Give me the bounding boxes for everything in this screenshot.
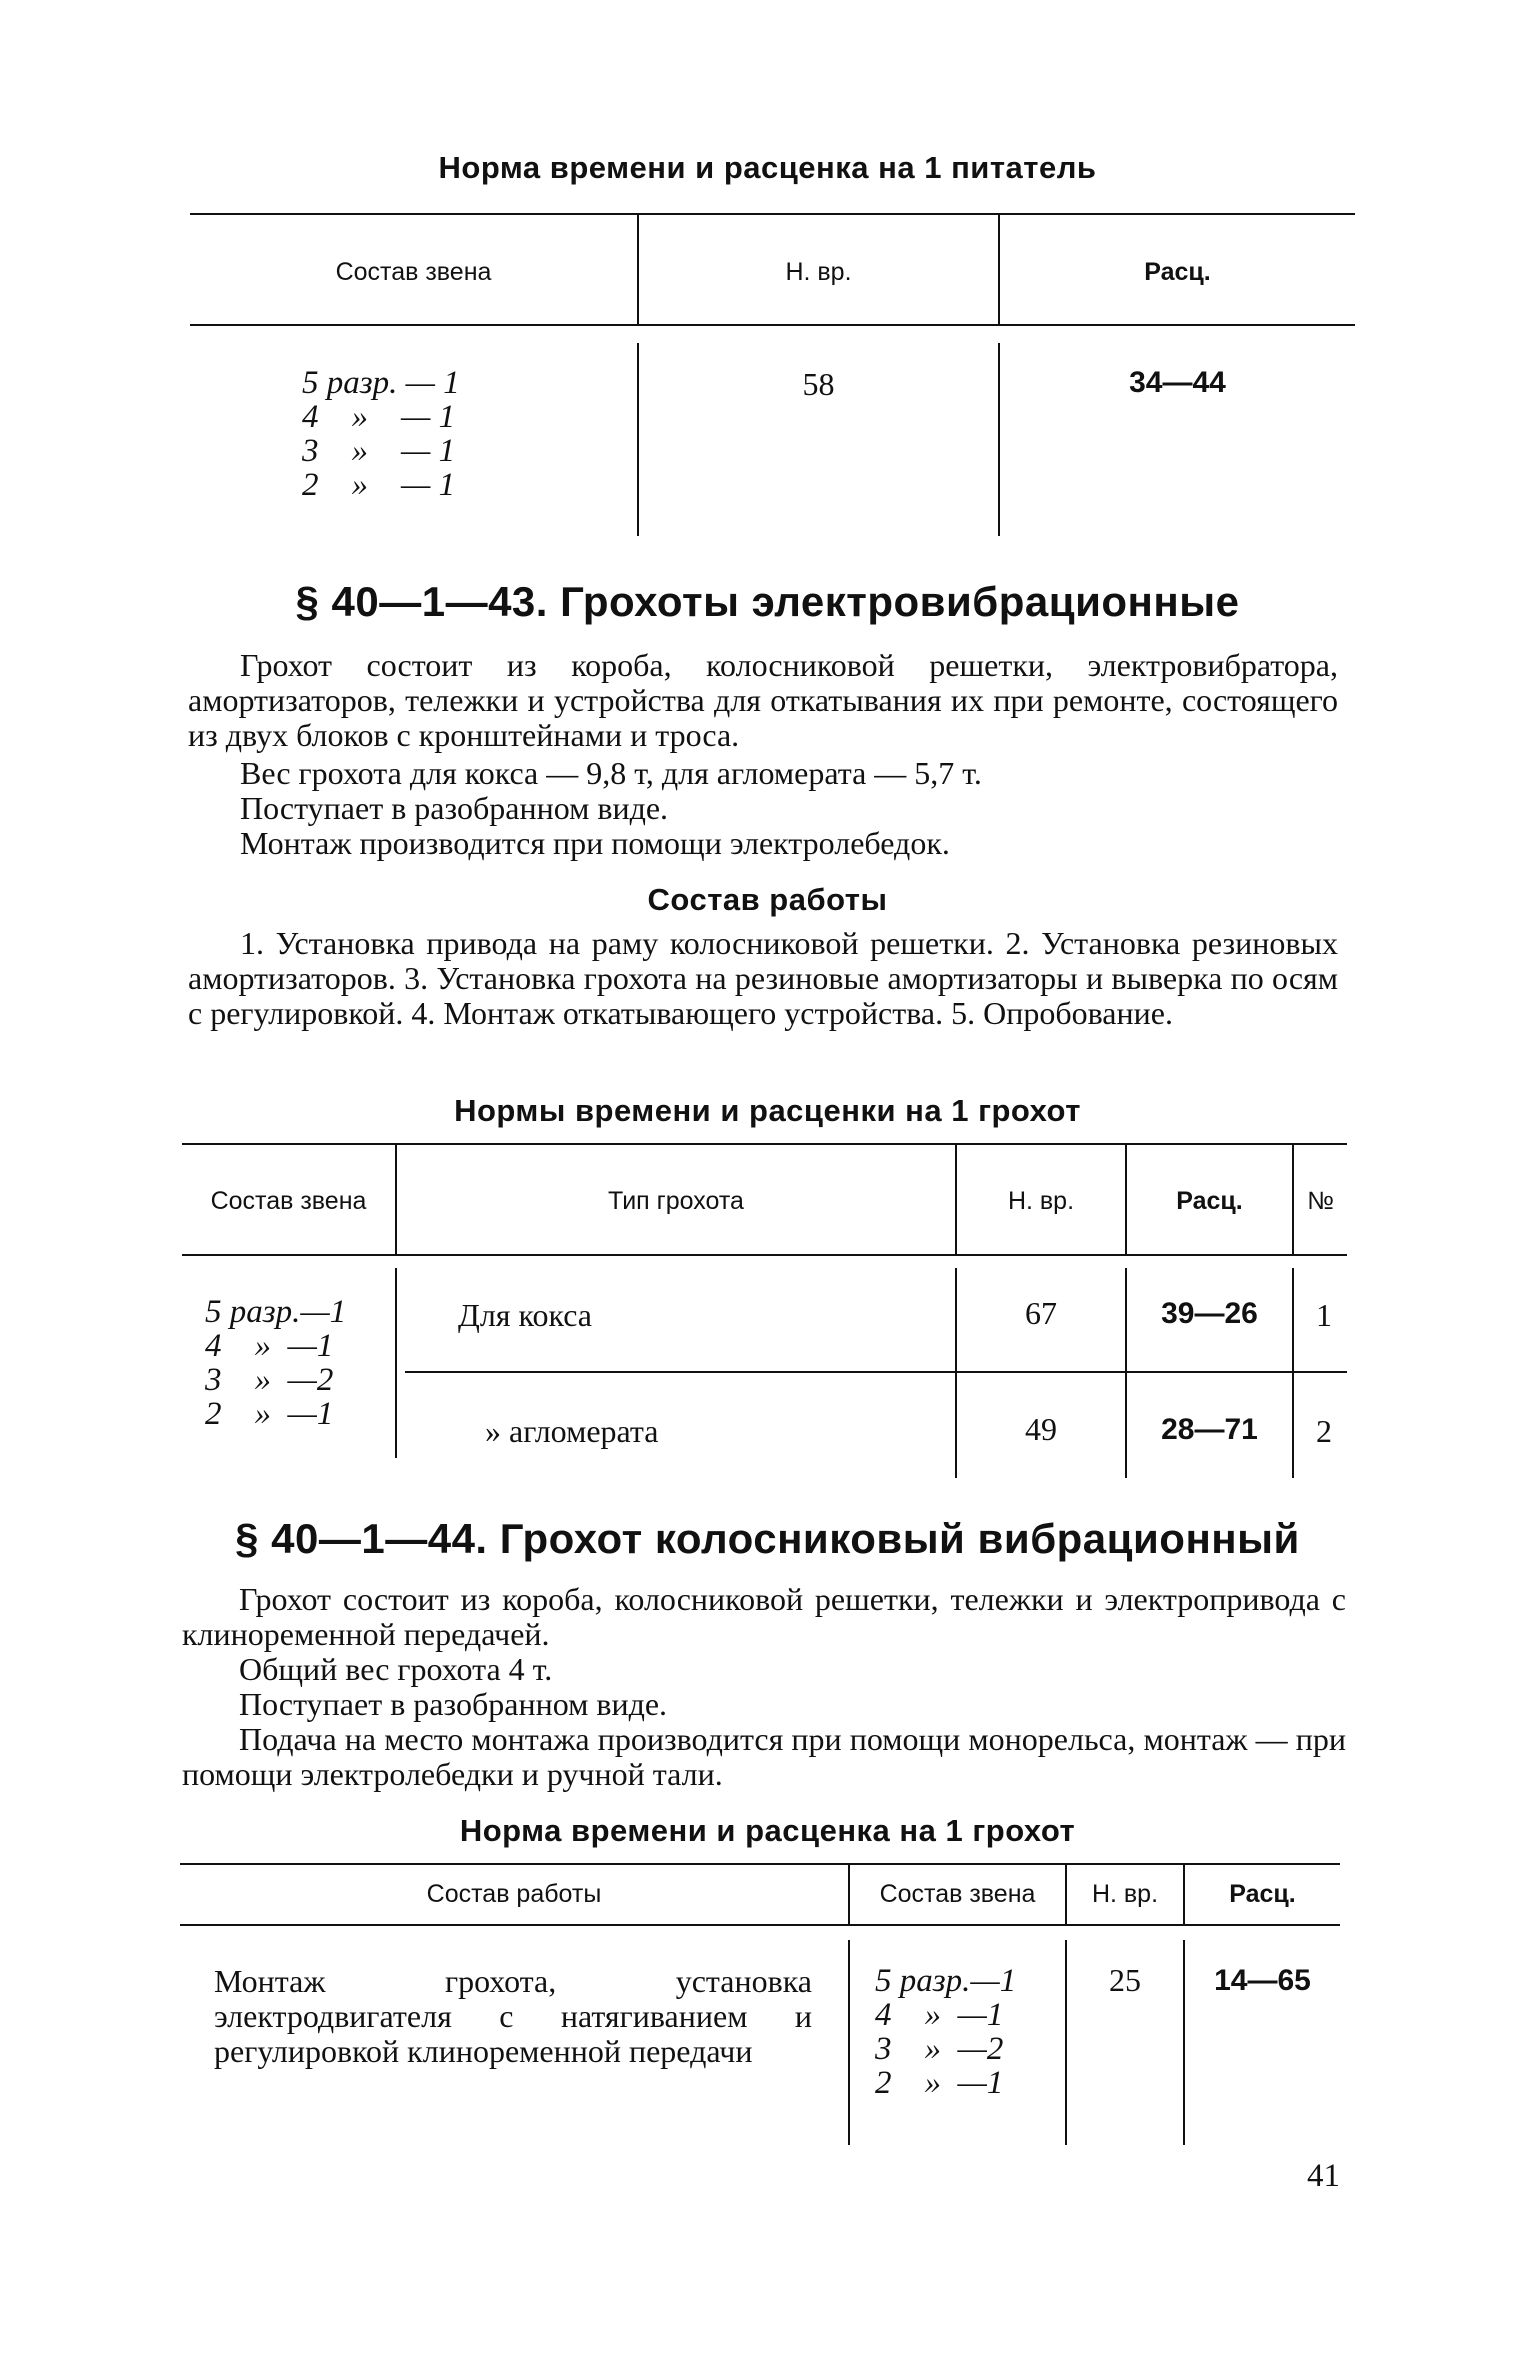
table1-header-crew: Состав звена [335, 258, 492, 286]
table2-row1-norm: 67 [1025, 1295, 1057, 1331]
table1-rate: 34—44 [1129, 366, 1226, 399]
table3-norm: 25 [1109, 1962, 1141, 1998]
section2-heading: § 40—1—44. Грохот колосниковый вибрационный [235, 1515, 1300, 1562]
section2-paragraph: Грохот состоит из короба, колосниковой решетки, тележки и электропривода с клиноременной передачей. [182, 1581, 1346, 1652]
crew-line: 3 » —2 [205, 1362, 334, 1398]
table3-header-rule [180, 1924, 1340, 1926]
section2-paragraph: Подача на место монтажа производится при помощи монорельса, монтаж — при помощи электролебедки и ручной тали. [182, 1721, 1346, 1792]
work-composition-title: Состав работы [647, 882, 888, 917]
table2-caption: Нормы времени и расценки на 1 грохот [454, 1093, 1081, 1128]
table3-rate: 14—65 [1214, 1964, 1311, 1997]
section2-paragraph: Общий вес грохота 4 т. [239, 1651, 553, 1687]
table3-header-norm: Н. вр. [1091, 1880, 1159, 1908]
table1-header-rate: Расц. [1144, 258, 1211, 286]
crew-line: 4 » — 1 [302, 399, 456, 435]
crew-line: 5 разр.—1 [875, 1963, 1017, 1999]
table1-header-rule [190, 324, 1355, 326]
table2-row1-rate: 39—26 [1161, 1297, 1258, 1330]
table2-header-crew: Состав звена [210, 1187, 367, 1215]
table1-top-rule [190, 213, 1355, 215]
table3-header-work: Состав работы [426, 1880, 602, 1908]
table2-crew [205, 1295, 346, 1431]
table2-row2-norm: 49 [1025, 1411, 1057, 1447]
section2-paragraph: Поступает в разобранном виде. [239, 1686, 668, 1722]
table2-row1-number: 1 [1316, 1297, 1332, 1333]
table2-divider [395, 1268, 397, 1458]
table2-header-rule [182, 1254, 1347, 1256]
section1-heading: § 40—1—43. Грохоты электровибрационные [295, 578, 1240, 625]
table3-caption: Норма времени и расценка на 1 грохот [459, 1813, 1076, 1848]
section1-paragraph: Монтаж производится при помощи электролебедок. [240, 825, 950, 861]
table2-header-rate: Расц. [1176, 1187, 1243, 1215]
work-composition-text: 1. Установка привода на раму колосниковой решетки. 2. Установка резиновых амортизаторов. 3. Установка грохота на резиновые амортизаторы и выверка по осям с регулировкой. 4. Монтаж откатывающего устройства. 5. Опробование. [188, 925, 1338, 1031]
table3-work: Монтаж грохота, установка электродвигателя с натягиванием и регулировкой клиноременной передачи [214, 1963, 812, 2069]
table3-header-crew: Состав звена [879, 1880, 1036, 1908]
table2-row2-type: » агломерата [485, 1413, 659, 1449]
table1-header-norm: Н. вр. [785, 258, 852, 286]
crew-line: 2 » — 1 [302, 467, 456, 503]
table1-caption: Норма времени и расценка на 1 питатель [438, 150, 1097, 185]
crew-line: 5 разр. — 1 [302, 365, 460, 401]
table2-row1-type: Для кокса [458, 1297, 592, 1333]
table2-row-rule [405, 1371, 1347, 1373]
crew-line: 3 » — 1 [302, 433, 456, 469]
table3-header-rate: Расц. [1229, 1880, 1296, 1908]
table3-divider [848, 1940, 850, 2145]
crew-line: 4 » —1 [875, 1997, 1004, 2033]
section1-paragraph: Грохот состоит из короба, колосниковой решетки, электровибратора, амортизаторов, тележки и устройства для откатывания их при ремонте, состоящего из двух блоков с кронштейнами и троса. [188, 647, 1338, 753]
table1-crew [302, 366, 460, 502]
table2-header-norm: Н. вр. [1007, 1187, 1075, 1215]
crew-line: 3 » —2 [875, 2031, 1004, 2067]
table2-header-type: Тип грохота [608, 1187, 744, 1215]
section1-paragraph: Поступает в разобранном виде. [240, 790, 669, 826]
crew-line: 2 » —1 [875, 2065, 1004, 2101]
table2-row2-rate: 28—71 [1161, 1413, 1258, 1446]
table2-header-number: № [1307, 1187, 1334, 1215]
table1-norm: 58 [802, 366, 835, 402]
table2-row2-number: 2 [1316, 1413, 1332, 1449]
table2-top-rule [182, 1143, 1347, 1145]
crew-line: 4 » —1 [205, 1328, 334, 1364]
page-number: 41 [1307, 2158, 1340, 2194]
table3-top-rule [180, 1863, 1340, 1865]
table3-crew [875, 1964, 1016, 2100]
crew-line: 2 » —1 [205, 1396, 334, 1432]
section1-paragraph: Вес грохота для кокса — 9,8 т, для агломерата — 5,7 т. [240, 755, 982, 791]
crew-line: 5 разр.—1 [205, 1294, 347, 1330]
